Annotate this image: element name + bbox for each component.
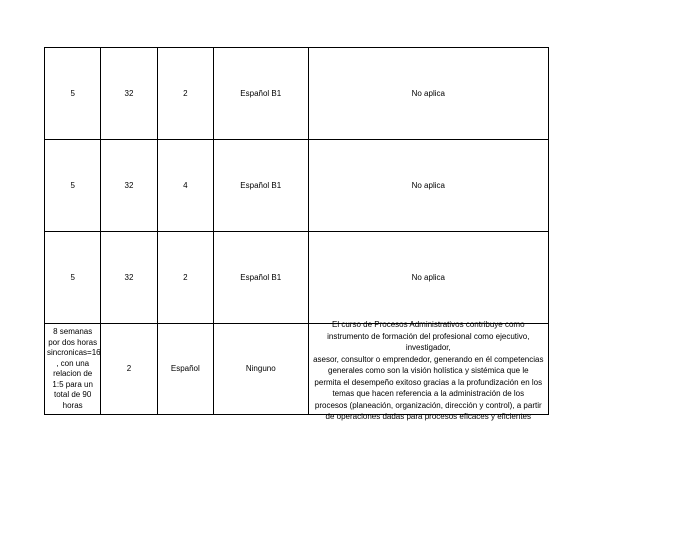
table-row xyxy=(45,324,549,415)
description-line: El curso de Procesos Administrativos contribuye como xyxy=(332,320,525,329)
duration-line: por dos horas xyxy=(48,337,98,347)
cell-col2: 32 xyxy=(101,232,157,324)
cell-prerequisite: Ninguno xyxy=(213,324,308,415)
duration-line: 1:5 para un xyxy=(52,379,93,389)
cell-col1: 5 xyxy=(45,48,101,140)
cell-language: Español B1 xyxy=(213,48,308,140)
description-line: investigador, xyxy=(405,343,451,352)
description-line: procesos (planeación, organización, dirección y control), a partir xyxy=(314,400,542,410)
cell-prerequisite: No aplica xyxy=(308,232,548,324)
cell-col3: 2 xyxy=(157,48,213,140)
course-table xyxy=(44,47,549,421)
cell-col1: 5 xyxy=(45,140,101,232)
description-line: permita el desempeño exitoso gracias a la profundización en los xyxy=(314,377,543,387)
table-container xyxy=(44,47,549,421)
duration-line: sincronicas=16 xyxy=(47,348,101,357)
duration-line: horas xyxy=(62,400,83,410)
description-line: asesor, consultor o emprendedor, generando en él competencias xyxy=(313,354,544,364)
cell-prerequisite: No aplica xyxy=(308,140,548,232)
duration-line: total de 90 xyxy=(53,390,92,399)
cell-col1: 5 xyxy=(45,232,101,324)
cell-col2: 32 xyxy=(101,48,157,140)
table-row xyxy=(45,48,549,140)
description-line: temas que hacen referencia a la administración de los xyxy=(332,389,525,398)
cell-col3: 4 xyxy=(157,140,213,232)
cell-language: Español B1 xyxy=(213,232,308,324)
table-row xyxy=(45,140,549,232)
cell-duration xyxy=(45,324,101,415)
cell-language: Español B1 xyxy=(213,140,308,232)
duration-line: 8 semanas xyxy=(53,327,93,336)
table-row xyxy=(45,232,549,324)
cell-col2: 32 xyxy=(101,140,157,232)
description-line: instrumento de formación del profesional como ejecutivo, xyxy=(327,331,530,341)
description-line: generales como son la visión holística y sistémica que le xyxy=(328,366,529,375)
cell-prerequisite: No aplica xyxy=(308,48,548,140)
cell-credits: 2 xyxy=(101,324,157,415)
cell-language: Español xyxy=(157,324,213,415)
cell-description xyxy=(308,320,548,421)
duration-line: relacion de xyxy=(53,369,93,378)
description-clip xyxy=(311,320,546,421)
description-line: de operaciones dadas para procesos eficaces y eficientes xyxy=(325,412,531,421)
cell-col3: 2 xyxy=(157,232,213,324)
duration-line: , con una xyxy=(56,358,90,368)
description-text xyxy=(311,319,546,423)
